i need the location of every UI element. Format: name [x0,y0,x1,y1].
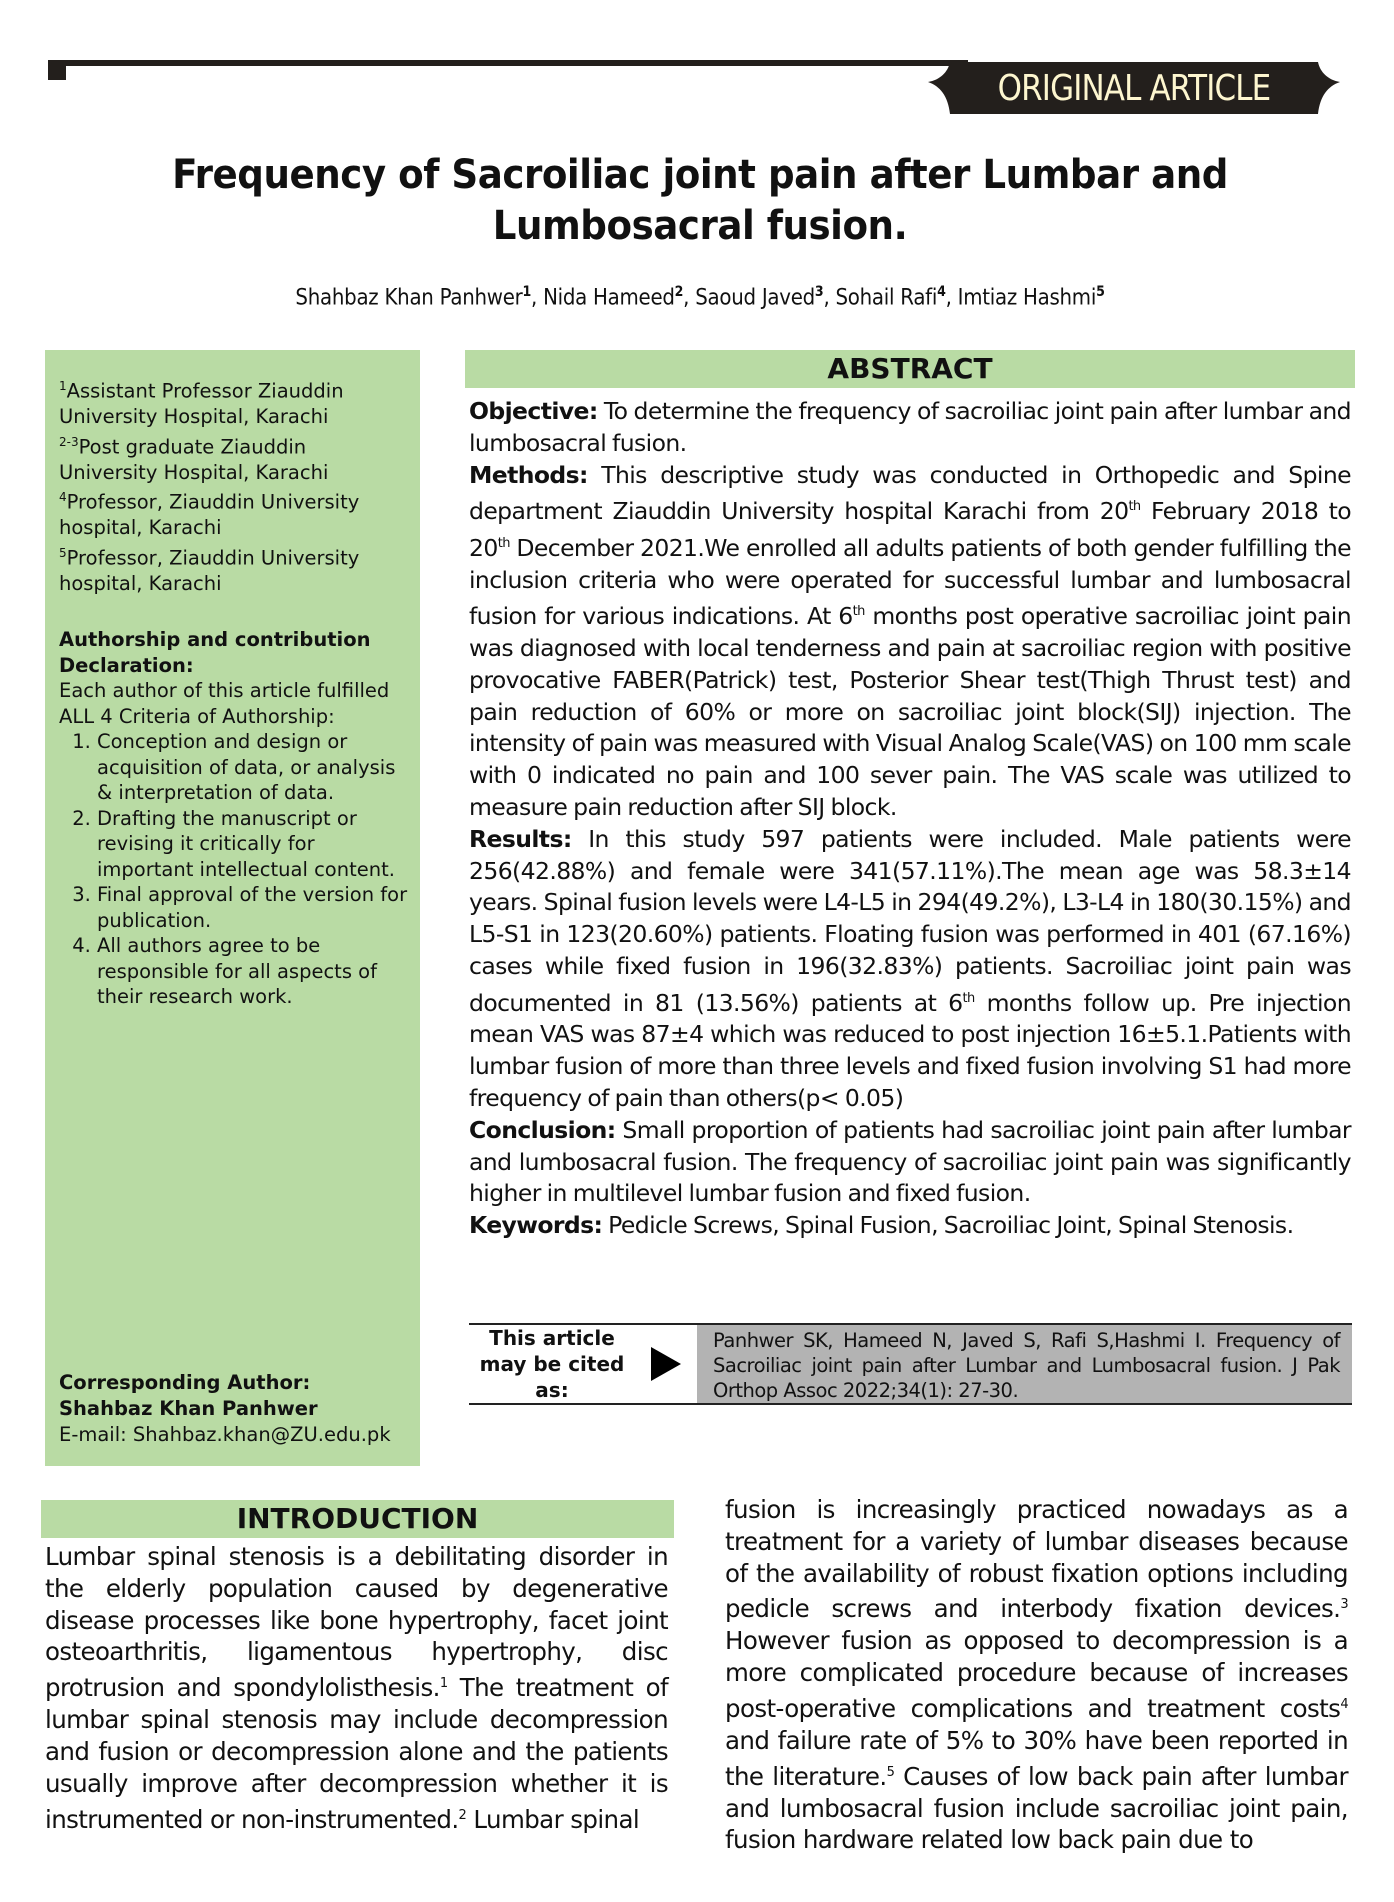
header-rule [48,60,968,66]
affiliation-mark: 1 [59,379,67,393]
abstract-methods [469,460,1351,824]
author-affiliation-mark: 1 [522,284,532,300]
reference-mark: 5 [886,1764,895,1780]
ordinal-suffix: th [852,604,865,620]
abstract-results [469,824,1351,1115]
author-list: Shahbaz Khan Panhwer$^1$, Nida Hameed$^2$, Saoud Javed$^3$, Sohail Rafi$^4$, Imtiaz Hashmi$^5$ [295,284,1105,311]
criteria-item: 3. Final approval of the version for publication. [97,882,411,933]
email-link[interactable]: Shahbaz.khan@ZU.edu.pk [132,1423,391,1446]
abstract-objective [469,396,1351,460]
introduction-left-column [45,1541,668,1835]
affiliation-text: Professor, Ziauddin University hospital, Karachi [59,546,360,595]
ordinal-suffix: th [1128,499,1141,515]
author-affiliation-mark: 5 [1096,284,1105,300]
corresponding-author [59,1370,411,1448]
intro-text: Lumbar spinal [466,1804,640,1834]
affiliation-mark: 4 [59,490,67,504]
header-rule-tick [48,60,66,80]
badge-label: ORIGINAL ARTICLE [997,67,1271,109]
abstract-body [469,396,1351,1242]
methods-text: February 2018 to 20 [469,497,1351,562]
ordinal-suffix: th [962,990,975,1006]
declaration-intro: Each author of this article fulfilled ALL 4 Criteria of Authorship: [59,679,390,728]
affiliation-item [59,485,409,541]
play-triangle-icon [635,1325,697,1403]
results-text: months follow up. Pre injection mean VAS was 87±4 which was reduced to post injection 16±5.1.Patients with lumbar fusion of more than three levels and fixed fusion involving S1 had more frequency of pain than others(p< 0.05) [469,988,1351,1113]
author-name: Shahbaz Khan Panhwer [295,285,523,311]
methods-text: December 2021.We enrolled all adults patients of both gender fulfilling the inclusion criteria who were operated for successful lumbar and lumbosacral fusion for various indications. At 6 [469,533,1351,631]
author-info-sidebar [45,350,420,1466]
declaration-heading: Authorship and contribution Declaration: [59,628,371,677]
citation-box [469,1323,1352,1405]
methods-text: This descriptive study was conducted in Orthopedic and Spine department Ziauddin University hospital Karachi from 20 [469,460,1351,526]
affiliation-text: Post graduate Ziauddin University Hospital, Karachi [59,435,329,484]
affiliation-mark: 2-3 [59,434,79,449]
introduction-heading: INTRODUCTION [41,1500,674,1538]
objective-label: Objective: [469,397,598,425]
conclusion-label: Conclusion: [469,1115,616,1144]
keywords-text: Pedicle Screws, Spinal Fusion, Sacroiliac Joint, Spinal Stenosis. [602,1211,1294,1240]
intro-text: and failure rate of 5% to 30% have been reported in the literature. [725,1725,1348,1791]
article-title: Frequency of Sacroiliac joint pain after Lumbar and Lumbosacral fusion. [172,152,1228,249]
author-affiliation-mark: 3 [814,284,824,300]
reference-mark: 1 [439,1676,448,1692]
intro-text: The treatment of lumbar spinal stenosis may include decompression and fusion or decompression alone and the patients usually improve after decompression whether it is instrumented or non-instrumented. [45,1673,668,1834]
affiliation-item [59,430,409,486]
author-name: Nida Hameed [543,285,675,311]
affiliation-text: Professor, Ziauddin University hospital, Karachi [59,490,360,539]
affiliation-mark: 5 [59,545,67,560]
affiliation-item [59,374,409,430]
abstract-conclusion [469,1115,1351,1210]
criteria-list [59,729,411,1010]
intro-text: Lumbar spinal stenosis is a debilitating disorder in the elderly population caused by degenerative disease processes like bone hypertrophy, facet joint osteoarthritis, ligamentous hypertrophy, disc protrusion and spondylolisthesis. [45,1542,668,1703]
criteria-item: 1. Conception and design or acquisition of data, or analysis & interpretation of data. [97,729,411,806]
author-affiliation-mark: 2 [674,284,684,300]
criteria-item: 2. Drafting the manuscript or revising it critically for important intellectual content. [97,806,411,883]
ordinal-suffix: th [497,536,510,552]
introduction-right-column [725,1494,1348,1856]
results-label: Results: [469,824,572,853]
intro-text: However fusion as opposed to decompression is a more complicated procedure because of increases post-operative complications and treatment costs [725,1626,1348,1724]
objective-text: To determine the frequency of sacroiliac joint pain after lumbar and lumbosacral fusion. [469,397,1351,457]
corresponding-name: Shahbaz Khan Panhwer [59,1397,318,1420]
reference-mark: 3 [1340,1597,1348,1613]
authorship-declaration [59,627,411,1010]
methods-label: Methods: [469,460,588,489]
author-name: Sohail Rafi [835,285,938,311]
conclusion-text: Small proportion of patients had sacroiliac joint pain after lumbar and lumbosacral fusion. The frequency of sacroiliac joint pain was significantly higher in multilevel lumbar fusion and fixed fusion. [469,1115,1351,1208]
intro-text: Causes of low back pain after lumbar and lumbosacral fusion include sacroiliac joint pain, fusion hardware related low back pain due to [725,1761,1349,1855]
citation-label: This article may be cited as: [479,1326,625,1402]
author-name: Imtiaz Hashmi [957,285,1097,311]
abstract-heading: ABSTRACT [465,350,1355,388]
author-affiliation-mark: 4 [937,284,946,300]
abstract-keywords [469,1210,1351,1242]
article-type-badge [928,62,1340,114]
reference-mark: 2 [458,1807,467,1823]
keywords-label: Keywords: [469,1211,603,1240]
results-text: In this study 597 patients were included. Male patients were 256(42.88%) and female were 341(57.11%).The mean age was 58.3±14 years. Spinal fusion levels were L4-L5 in 294(49.2%), L3-L4 in 180(30.15%) and L5-S1 in 123(20.60%) patients. Floating fusion was performed in 401 (67.16%) cases while fixed fusion in 196(32.83%) patients. Sacroiliac joint pain was documented in 81 (13.56%) patients at 6 [469,824,1351,1017]
criteria-item: 4. All authors agree to be responsible for all aspects of their research work. [97,933,411,1010]
affiliations [59,374,409,596]
corresponding-email-row [59,1422,411,1448]
author-name: Saoud Javed [695,285,815,311]
intro-text: fusion is increasingly practiced nowadays as a treatment for a variety of lumbar diseases because of the availability of robust fixation options including pedicle screws and interbody fixation devices. [725,1495,1348,1624]
corresponding-heading: Corresponding Author: [59,1371,311,1394]
email-label: E-mail: [59,1423,133,1446]
citation-text: Panhwer SK, Hameed N, Javed S, Rafi S,Hashmi I. Frequency of Sacroiliac joint pain after Lumbar and Lumbosacral fusion. J Pak Orthop Assoc 2022;34(1): 27-30. [697,1325,1352,1403]
reference-mark: 4 [1340,1696,1348,1712]
affiliation-text: Assistant Professor Ziauddin University Hospital, Karachi [59,379,344,428]
affiliation-item [59,541,409,597]
methods-text: months post operative sacroiliac joint pain was diagnosed with local tenderness and pain at sacroiliac region with positive provocative FABER(Patrick) test, Posterior Shear test(Thigh Thrust test) and pain reduction of 60% or more on sacroiliac joint block(SIJ) injection. The intensity of pain was measured with Visual Analog Scale(VAS) on 100 mm scale with 0 indicated no pain and 100 sever pain. The VAS scale was utilized to measure pain reduction after SIJ block. [469,602,1351,822]
